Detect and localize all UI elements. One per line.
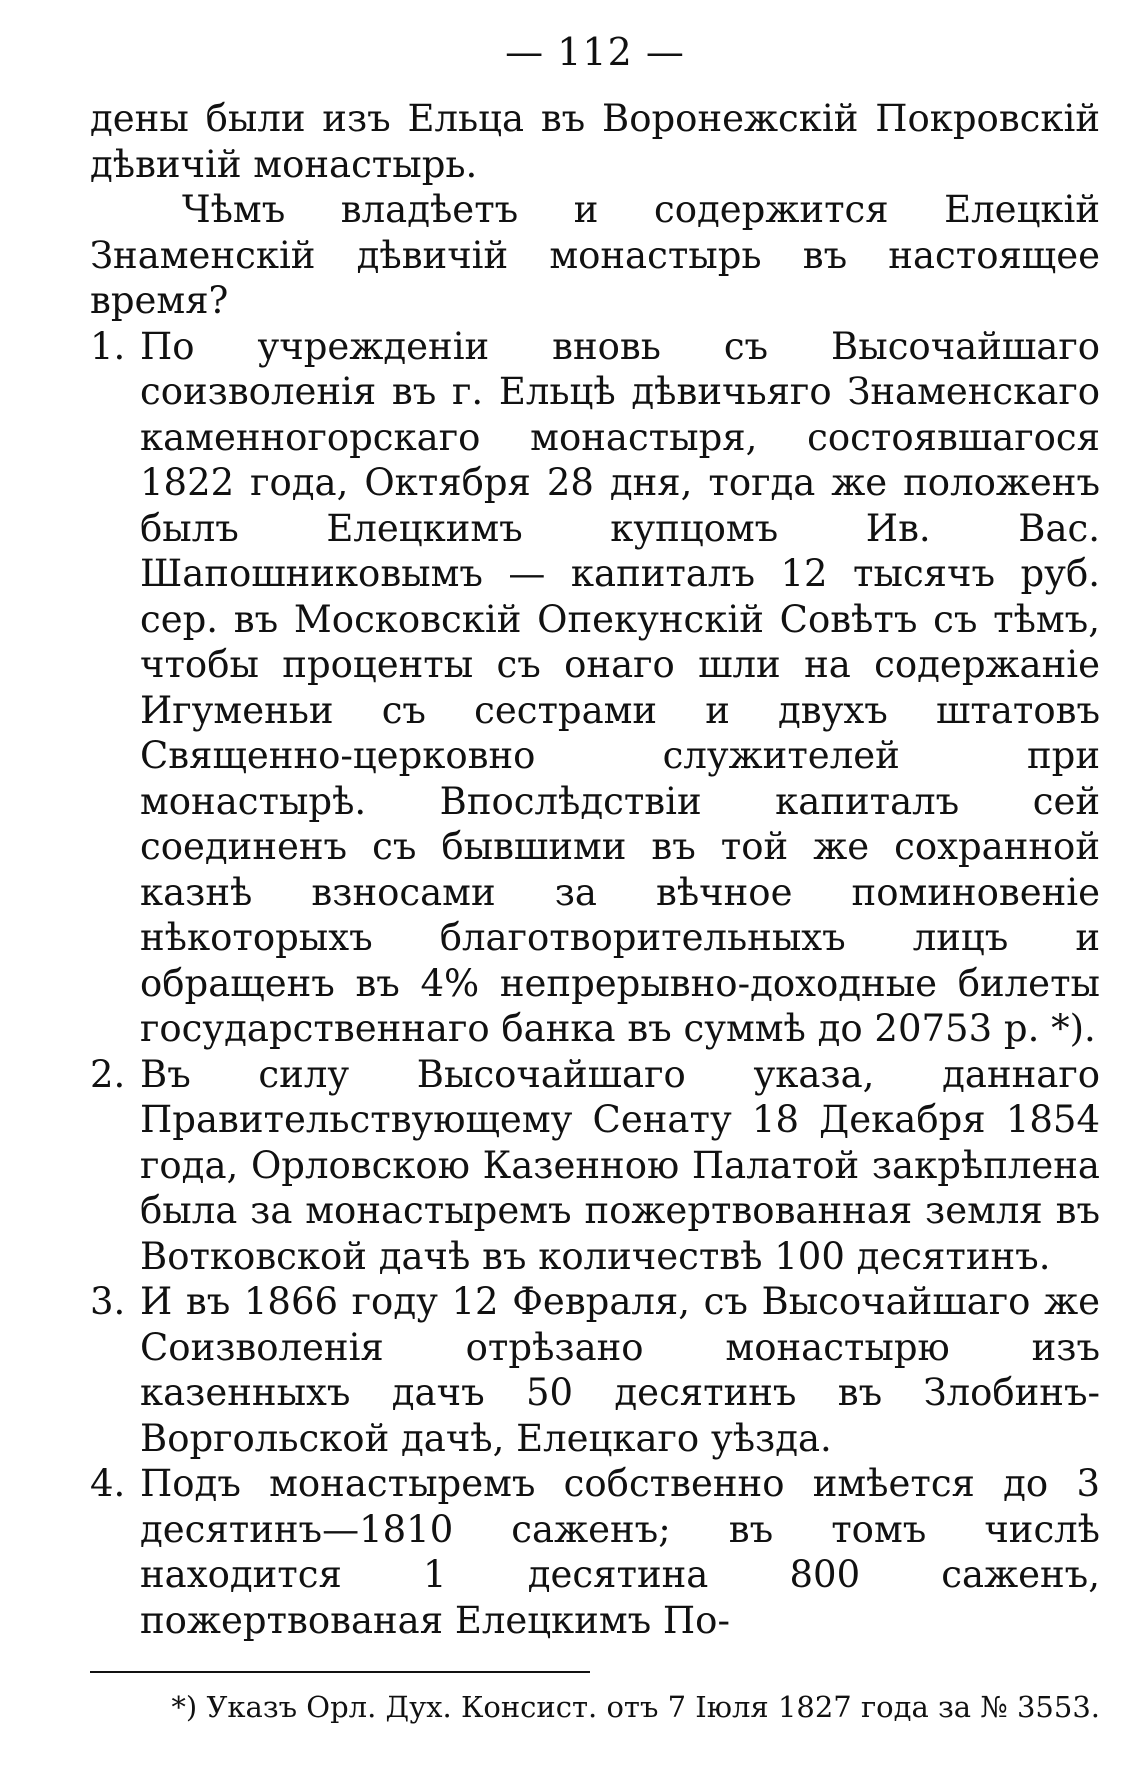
- body-text: [90, 96, 1100, 1643]
- footnote-divider: [90, 1671, 590, 1673]
- list-item-number: 3.: [90, 1280, 126, 1323]
- list-item-text: И въ 1866 году 12 Февраля, съ Высочайшаго же Соизволенія отрѣзано монастырю изъ казенныхъ дачъ 50 десятинъ въ Злобинъ-Воргольской дачѣ, Елецкаго уѣзда.: [140, 1280, 1100, 1460]
- list-item-text: По учрежденіи вновь съ Высочайшаго соизволенія въ г. Ельцѣ дѣвичьяго Знаменскаго каменногорскаго монастыря, состоявшагося 1822 года, Октября 28 дня, тогда же положенъ былъ Елецкимъ купцомъ Ив. Вас. Шапошниковымъ — капиталъ 12 тысячъ руб. сер. въ Московскій Опекунскій Совѣтъ съ тѣмъ, чтобы проценты съ онаго шли на содержаніе Игуменьи съ сестрами и двухъ штатовъ Священно-церковно служителей при монастырѣ. Впослѣдствіи капиталъ сей соединенъ съ бывшими въ той же сохранной казнѣ взносами за вѣчное поминовеніе нѣкоторыхъ благотворительныхъ лицъ и обращенъ въ 4% непрерывно-доходные билеты государственнаго банка въ суммѣ до 20753 р. *).: [140, 324, 1100, 1050]
- list-item: [90, 1461, 1100, 1643]
- list-item: [90, 324, 1100, 1052]
- list-item-text: Въ силу Высочайшаго указа, даннаго Правительствующему Сенату 18 Декабря 1854 года, Орловскою Казенною Палатой закрѣплена была за монастыремъ пожертвованная земля въ Вотковской дачѣ въ количествѣ 100 десятинъ.: [140, 1052, 1100, 1278]
- page: [90, 30, 1100, 1725]
- paragraph-question: Чѣмъ владѣетъ и содержится Елецкій Знаменскій дѣвичій монастырь въ настоящее время?: [90, 188, 1100, 322]
- list-item: [90, 1052, 1100, 1280]
- list-item: [90, 1279, 1100, 1461]
- list-item-number: 4.: [90, 1462, 126, 1505]
- list-item-text: Подъ монастыремъ собственно имѣется до 3 десятинъ—1810 саженъ; въ томъ числѣ находится 1 десятина 800 саженъ, пожертвованая Елецкимъ По-: [140, 1462, 1100, 1642]
- paragraph-continuation: дены были изъ Ельца въ Воронежскій Покровскій дѣвичій монастырь.: [90, 97, 1100, 186]
- list-item-number: 2.: [90, 1052, 126, 1096]
- list-item-number: 1.: [90, 324, 126, 368]
- page-number: — 112 —: [505, 30, 685, 74]
- footnote: *) Указъ Орл. Дух. Консист. отъ 7 Іюля 1827 года за № 3553.: [171, 1690, 1100, 1724]
